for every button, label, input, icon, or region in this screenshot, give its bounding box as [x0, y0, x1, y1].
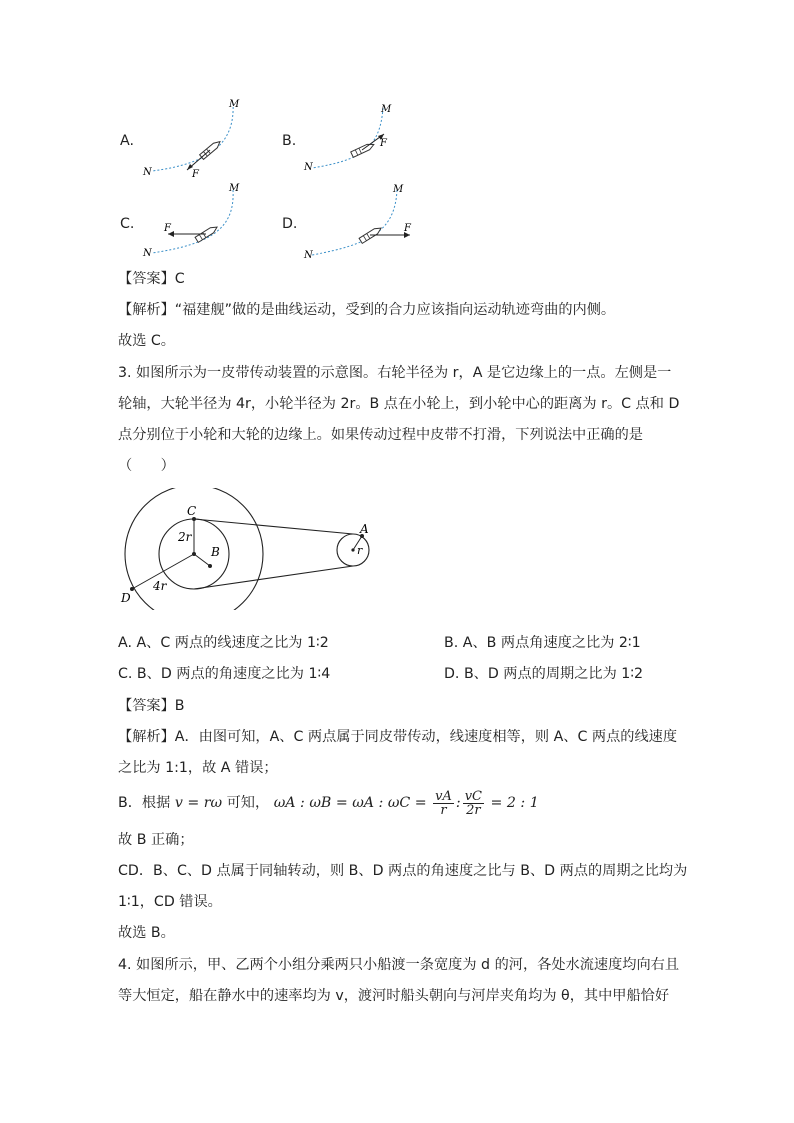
q2-conclusion: 故选 C。: [118, 333, 175, 349]
fraction-vc-2r: $\frac{vC}{2r}$: [464, 788, 482, 818]
option-a-figure: [140, 95, 250, 180]
radius-b: [194, 554, 210, 566]
label-m: M: [381, 104, 392, 115]
label-r: r: [357, 544, 363, 557]
q3-analysis-cd-line-2: 1∶1，CD 错误。: [118, 894, 222, 910]
label-n: N: [304, 250, 313, 261]
label-4r: 4r: [153, 579, 167, 593]
q3-option-b[interactable]: B. A、B 两点角速度之比为 2∶1: [444, 635, 641, 651]
option-c-letter: C.: [120, 216, 135, 232]
label-n: N: [304, 162, 313, 173]
label-m: M: [229, 183, 240, 194]
label-f: F: [164, 223, 171, 234]
q4-stem-line-1: 4. 如图所示，甲、乙两个小组分乘两只小船渡一条宽度为 d 的河，各处水流速度均向右且: [118, 957, 680, 973]
label-m: M: [393, 184, 404, 195]
label-c: C: [187, 504, 197, 518]
q4-stem-line-2: 等大恒定，船在静水中的速率均为 v，渡河时船头朝向与河岸夹角均为 θ，其中甲船恰好: [118, 988, 670, 1004]
label-n: N: [143, 167, 152, 178]
q3-option-d[interactable]: D. B、D 两点的周期之比为 1∶2: [444, 666, 644, 682]
fraction-va-r: $\frac{vA}{r}$: [435, 788, 452, 818]
q3-stem-line-3: 点分别位于小轮和大轮的边缘上。如果传动过程中皮带不打滑，下列说法中正确的是: [118, 427, 643, 443]
trajectory-curve: [152, 103, 233, 171]
label-n: N: [143, 248, 152, 259]
option-b-figure: [300, 98, 410, 183]
belt-bottom: [194, 566, 353, 589]
trajectory-curve: [312, 108, 383, 168]
trajectory-curve: [312, 190, 397, 255]
label-f: F: [380, 138, 387, 149]
q3-answer: 【答案】B: [118, 698, 185, 714]
label-2r: 2r: [178, 530, 192, 544]
trajectory-curve: [152, 190, 233, 253]
belt-top: [194, 519, 353, 534]
ship-icon: [359, 226, 383, 244]
label-a: A: [360, 522, 369, 536]
label-f: F: [404, 223, 411, 234]
option-b-letter: B.: [282, 133, 297, 149]
q3-option-c[interactable]: C. B、D 两点的角速度之比为 1∶4: [118, 666, 331, 682]
q2-answer: 【答案】C: [118, 271, 185, 287]
label-f: F: [192, 169, 199, 180]
option-a-letter: A.: [120, 133, 134, 149]
q3-analysis-a-line-2: 之比为 1:1，故 A 错误；: [118, 760, 278, 776]
q3-stem-line-1: 3. 如图所示为一皮带传动装置的示意图。右轮半径为 r，A 是它边缘上的一点。左侧是一: [118, 365, 672, 381]
q3-analysis-b-end: 故 B 正确；: [118, 832, 194, 848]
option-c-figure: [140, 180, 250, 265]
label-m: M: [229, 99, 240, 110]
q3-option-a[interactable]: A. A、C 两点的线速度之比为 1∶2: [118, 635, 329, 651]
q3-stem-line-2: 轮轴，大轮半径为 4r，小轮半径为 2r。B 点在小轮上，到小轮中心的距离为 r。C 点和 D: [118, 396, 680, 412]
q3-analysis-a-line-1: 【解析】A．由图可知，A、C 两点属于同皮带传动，线速度相等，则 A、C 两点的线速度: [118, 729, 678, 745]
option-d-letter: D.: [282, 216, 298, 232]
q3-conclusion: 故选 B。: [118, 925, 175, 941]
point-b-dot: [208, 564, 212, 568]
center-dot: [192, 552, 196, 556]
label-d: D: [121, 591, 131, 605]
q3-analysis-cd-line-1: CD．B、C、D 点属于同轴转动，则 B、D 两点的角速度之比与 B、D 两点的周期之比均为: [118, 863, 688, 879]
belt-drive-figure: [115, 488, 385, 610]
label-b: B: [211, 545, 220, 559]
q3-analysis-b-formula: B．根据 v = rω 可知， ωA : ωB = ωA : ωC = $\frac{vA}{r}$ : $\frac{vC}{2r}$ = 2 : 1: [118, 788, 539, 818]
q2-analysis: 【解析】“福建舰”做的是曲线运动，受到的合力应该指向运动轨迹弯曲的内侧。: [118, 302, 616, 318]
option-d-figure: [300, 180, 430, 265]
q3-stem-line-4: （ ）: [118, 458, 175, 474]
